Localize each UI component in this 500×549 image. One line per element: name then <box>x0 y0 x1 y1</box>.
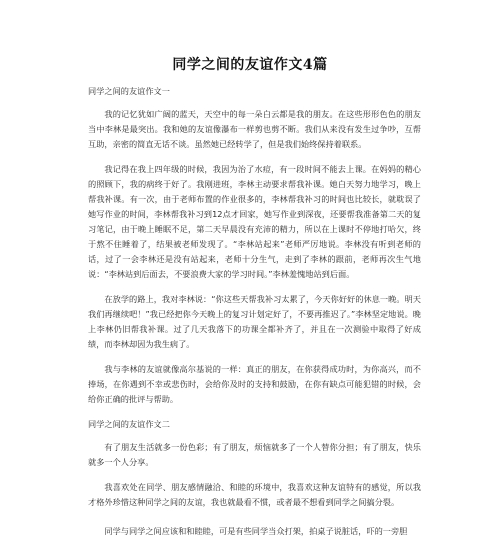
section-heading: 同学之间的友谊作文二 <box>88 419 170 429</box>
paragraph: 我与李林的友谊就像高尔基说的一样：真正的朋友，在你获得成功时，为你高兴，而不捧场，在你遇到不幸或悲伤时，会给你及时的支持和鼓励，在你有缺点可能犯错的时候，会给你正确的批评与帮助。 <box>88 364 421 404</box>
paragraph: 有了朋友生活就多一份色彩；有了朋友，烦恼就多了一个人替你分担；有了朋友，快乐就多一个人分享。 <box>88 442 421 467</box>
paragraph: 同学与同学之间应该和和睦睦，可是有些同学当众打架，拍桌子说脏话，吓的一旁胆 <box>104 526 408 536</box>
document-title: 同学之间的友谊作文4篇 <box>172 57 328 73</box>
paragraph: 我记得在我上四年级的时候，我因为治了水痘，有一段时间不能去上课。在妈妈的精心的照顾下，我的病终于好了。我刚进班，李林主动要求帮我补课。她白天努力地学习，晚上帮我补课。有一次，由于老师布置的作业很多的，李林帮我补习的时间也比较长，就耽误了她写作业的时间，李林帮我补习到12点才回家，她写作业到深夜，还要帮我准备第二天的复习笔记，由于晚上睡眠不足，第二天早晨没有充沛的精力，所以在上课时不停地打哈欠，终于熬不住睡着了，结果被老师发现了。“李林站起来”老师严厉地说。李林没有听到老师的话，过了一会李林还是没有站起来，老师十分生气，走到了李林的跟前，老师再次生气地说：“李林站到后面去，不要浪费大家的学习时间。”李林羞愧地站到后面。 <box>88 164 421 279</box>
section-2 <box>88 417 421 539</box>
paragraph: 在放学的路上，我对李林说：“你这些天帮我补习太累了，今天你好好的休息一晚。明天我们再继续吧！”我已经把你今天晚上的复习计划定好了，不要再推迟了。”李林坚定地说。晚上李林仍旧帮我补课。过了几天我落下的功课全都补齐了，并且在一次测验中取得了好成绩，而李林却因为我生病了。 <box>88 294 421 349</box>
document-body <box>88 84 421 549</box>
paragraph: 我喜欢处在同学、朋友感情融洽、和睦的环境中，我喜欢这种友谊特有的感觉，所以我才格外珍惜这种同学之间的友谊，我也就最看不惯，或者最不想看到同学之间搞分裂。 <box>88 482 421 507</box>
section-1 <box>88 84 421 407</box>
paragraph: 我的记忆犹如广阔的蓝天，天空中的每一朵白云都是我的朋友。在这些形形色色的朋友当中李林是最突出。我和她的友谊像瀑布一样剪也剪不断。我们从来没有发生过争吵，互帮互助，亲密的简直无话不谈。虽然她已经转学了，但是我们始终保持着联系。 <box>88 109 421 149</box>
section-heading: 同学之间的友谊作文一 <box>88 86 170 96</box>
